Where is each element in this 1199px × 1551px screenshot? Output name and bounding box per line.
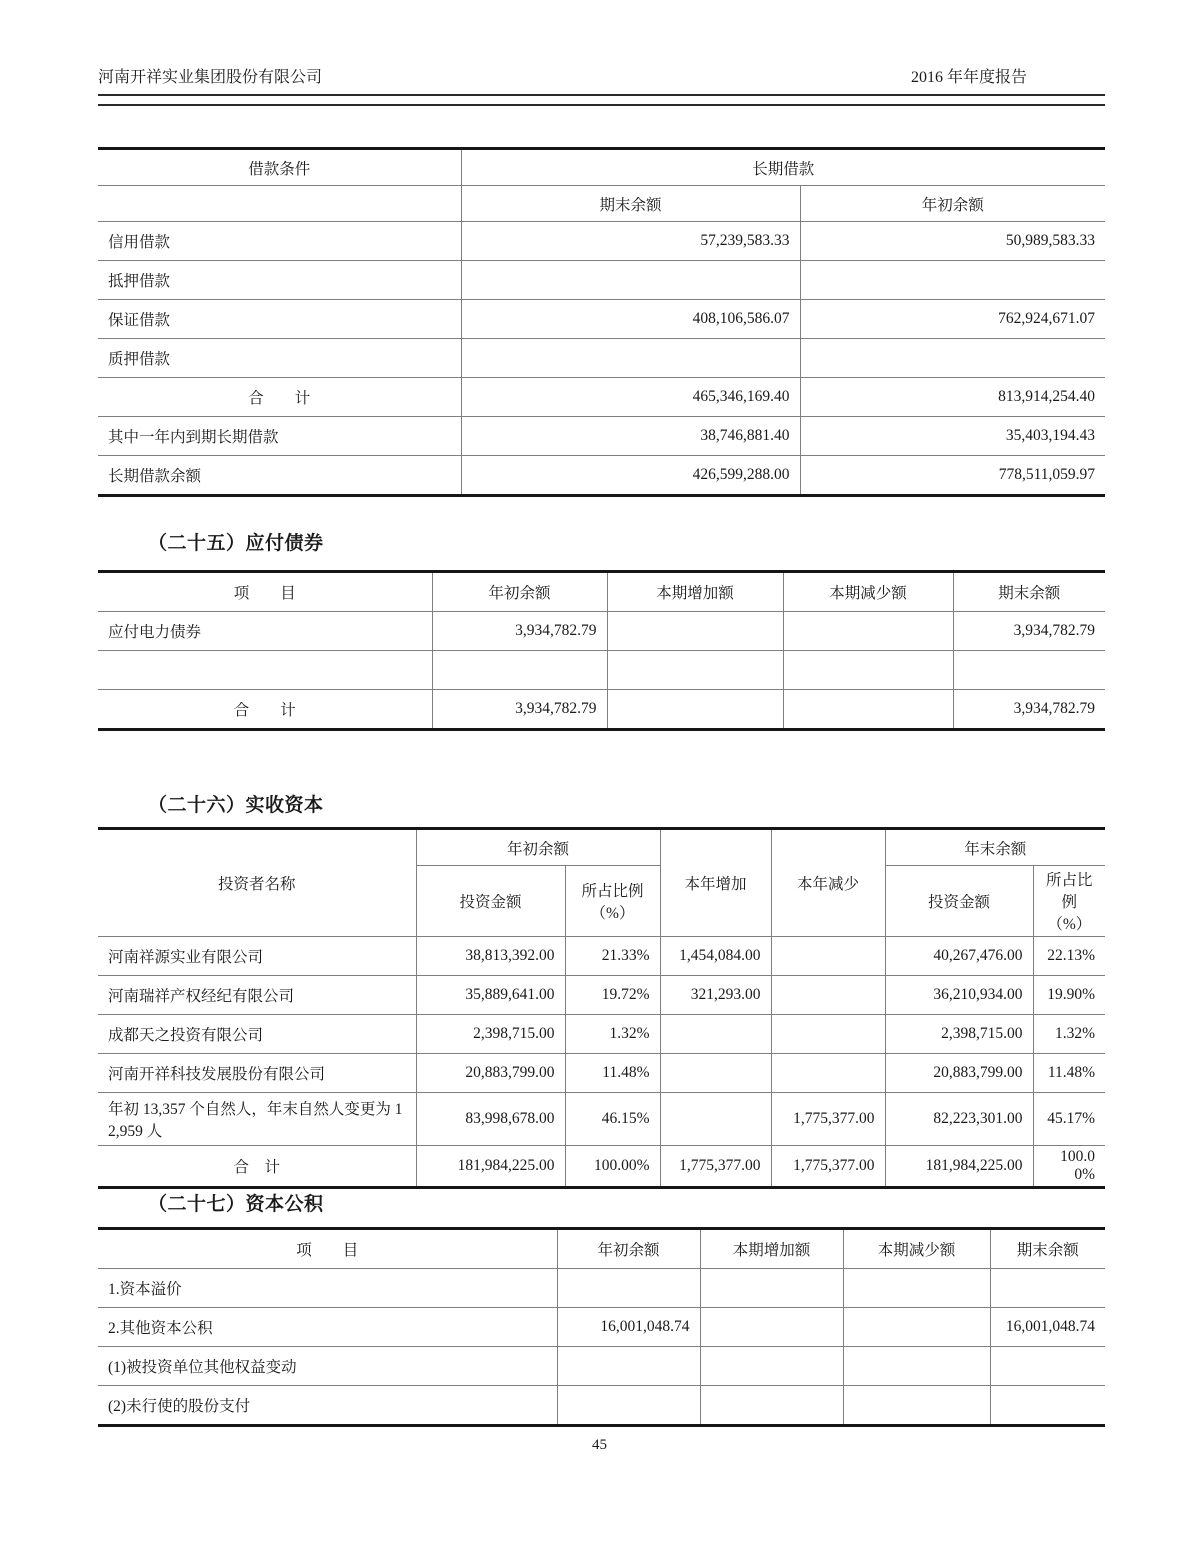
header-empty-cell xyxy=(98,186,461,222)
table-row xyxy=(98,1347,1105,1386)
opening-value xyxy=(557,1347,700,1386)
closing-value xyxy=(990,1386,1105,1426)
report-title: 2016 年年度报告 xyxy=(910,69,1027,86)
long-term-loans-table-wrap xyxy=(98,147,1105,497)
closing-value: 57,239,583.33 xyxy=(461,222,800,261)
decrease-value xyxy=(771,976,885,1015)
table-row xyxy=(98,1308,1105,1347)
decrease-value: 1,775,377.00 xyxy=(771,1093,885,1146)
decrease-value xyxy=(771,937,885,976)
row-label: 抵押借款 xyxy=(98,261,461,300)
investor-name: 河南开祥科技发展股份有限公司 xyxy=(98,1054,416,1093)
decrease-value xyxy=(843,1347,990,1386)
opening-value: 3,934,782.79 xyxy=(432,690,607,730)
header-long-term-loans: 长期借款 xyxy=(461,149,1105,186)
decrease-value xyxy=(843,1386,990,1426)
page-number: 45 xyxy=(592,1437,607,1453)
long-term-loans-table xyxy=(98,147,1105,497)
header-ratio-begin: 所占比例（%） xyxy=(565,866,660,937)
increase-value: 1,775,377.00 xyxy=(660,1146,771,1188)
row-label: (2)未行使的股份支付 xyxy=(98,1386,557,1426)
header-opening-group: 年初余额 xyxy=(416,829,660,866)
opening-value: 16,001,048.74 xyxy=(557,1308,700,1347)
opening-amount: 181,984,225.00 xyxy=(416,1146,565,1188)
header-closing-group: 年末余额 xyxy=(885,829,1105,866)
increase-value xyxy=(660,1054,771,1093)
closing-value xyxy=(990,1347,1105,1386)
capital-reserve-table-wrap xyxy=(98,1227,1105,1427)
table-row xyxy=(98,1093,1105,1146)
total-label: 合 计 xyxy=(98,1146,416,1188)
opening-ratio: 21.33% xyxy=(565,937,660,976)
closing-value: 426,599,288.00 xyxy=(461,456,800,496)
closing-value xyxy=(461,339,800,378)
closing-ratio: 22.13% xyxy=(1033,937,1105,976)
header-decrease: 本期减少额 xyxy=(843,1229,990,1269)
opening-amount: 83,998,678.00 xyxy=(416,1093,565,1146)
table-header-row xyxy=(98,149,1105,186)
header-item: 项 目 xyxy=(98,1229,557,1269)
section-heading-27: （二十七）资本公积 xyxy=(148,1194,324,1215)
row-label: 质押借款 xyxy=(98,339,461,378)
paid-in-capital-table xyxy=(98,827,1105,1189)
opening-value xyxy=(800,339,1105,378)
table-header-row xyxy=(98,829,1105,866)
closing-amount: 181,984,225.00 xyxy=(885,1146,1033,1188)
investor-name: 成都天之投资有限公司 xyxy=(98,1015,416,1054)
table-subheader-row xyxy=(98,186,1105,222)
table-row xyxy=(98,1015,1105,1054)
section-heading-26: （二十六）实收资本 xyxy=(148,795,324,816)
total-label: 合 计 xyxy=(98,378,461,417)
header-closing-balance: 期末余额 xyxy=(953,572,1105,612)
decrease-value xyxy=(771,1015,885,1054)
table-header-row xyxy=(98,1229,1105,1269)
closing-value: 465,346,169.40 xyxy=(461,378,800,417)
header-opening-balance: 年初余额 xyxy=(432,572,607,612)
closing-ratio: 100.00% xyxy=(1033,1146,1105,1188)
closing-value: 3,934,782.79 xyxy=(953,690,1105,730)
closing-value: 16,001,048.74 xyxy=(990,1308,1105,1347)
increase-value xyxy=(700,1308,843,1347)
header-ratio-end: 所占比例（%） xyxy=(1033,866,1105,937)
capital-reserve-table xyxy=(98,1227,1105,1427)
row-label: 长期借款余额 xyxy=(98,456,461,496)
opening-value: 813,914,254.40 xyxy=(800,378,1105,417)
increase-value xyxy=(607,612,783,651)
closing-value xyxy=(461,261,800,300)
closing-amount: 82,223,301.00 xyxy=(885,1093,1033,1146)
opening-value: 778,511,059.97 xyxy=(800,456,1105,496)
opening-amount: 20,883,799.00 xyxy=(416,1054,565,1093)
opening-amount: 38,813,392.00 xyxy=(416,937,565,976)
table-row xyxy=(98,612,1105,651)
closing-ratio: 11.48% xyxy=(1033,1054,1105,1093)
row-label: 保证借款 xyxy=(98,300,461,339)
closing-value xyxy=(990,1269,1105,1308)
table-row xyxy=(98,976,1105,1015)
total-label: 合 计 xyxy=(98,690,432,730)
decrease-value xyxy=(783,690,953,730)
header-decrease: 本年减少 xyxy=(771,829,885,937)
row-label: (1)被投资单位其他权益变动 xyxy=(98,1347,557,1386)
table-row xyxy=(98,456,1105,496)
header-closing-balance: 期末余额 xyxy=(990,1229,1105,1269)
opening-ratio: 1.32% xyxy=(565,1015,660,1054)
row-label: 1.资本溢价 xyxy=(98,1269,557,1308)
table-row xyxy=(98,937,1105,976)
closing-ratio: 19.90% xyxy=(1033,976,1105,1015)
opening-ratio: 46.15% xyxy=(565,1093,660,1146)
table-row xyxy=(98,261,1105,300)
closing-value: 3,934,782.79 xyxy=(953,612,1105,651)
opening-value xyxy=(557,1269,700,1308)
closing-ratio: 1.32% xyxy=(1033,1015,1105,1054)
decrease-value xyxy=(771,1054,885,1093)
total-row xyxy=(98,378,1105,417)
header-increase: 本期增加额 xyxy=(700,1229,843,1269)
header-investor: 投资者名称 xyxy=(98,829,416,937)
closing-value xyxy=(953,651,1105,690)
header-opening-balance: 年初余额 xyxy=(800,186,1105,222)
header-item: 项 目 xyxy=(98,572,432,612)
investor-name: 河南祥源实业有限公司 xyxy=(98,937,416,976)
table-row xyxy=(98,1269,1105,1308)
company-name: 河南开祥实业集团股份有限公司 xyxy=(98,69,323,86)
opening-amount: 35,889,641.00 xyxy=(416,976,565,1015)
increase-value xyxy=(700,1269,843,1308)
opening-value: 50,989,583.33 xyxy=(800,222,1105,261)
opening-value xyxy=(800,261,1105,300)
closing-value: 408,106,586.07 xyxy=(461,300,800,339)
table-row xyxy=(98,1054,1105,1093)
opening-amount: 2,398,715.00 xyxy=(416,1015,565,1054)
closing-ratio: 45.17% xyxy=(1033,1093,1105,1146)
section-heading-25: （二十五）应付债券 xyxy=(148,533,324,554)
increase-value: 1,454,084.00 xyxy=(660,937,771,976)
closing-amount: 20,883,799.00 xyxy=(885,1054,1033,1093)
header-loan-condition: 借款条件 xyxy=(98,149,461,186)
increase-value xyxy=(607,651,783,690)
header-closing-balance: 期末余额 xyxy=(461,186,800,222)
table-header-row xyxy=(98,572,1105,612)
header-opening-balance: 年初余额 xyxy=(557,1229,700,1269)
row-label: 其中一年内到期长期借款 xyxy=(98,417,461,456)
closing-amount: 36,210,934.00 xyxy=(885,976,1033,1015)
bonds-payable-table xyxy=(98,570,1105,731)
table-row xyxy=(98,300,1105,339)
opening-ratio: 19.72% xyxy=(565,976,660,1015)
opening-value: 762,924,671.07 xyxy=(800,300,1105,339)
closing-amount: 40,267,476.00 xyxy=(885,937,1033,976)
decrease-value xyxy=(783,612,953,651)
row-label: 信用借款 xyxy=(98,222,461,261)
table-row xyxy=(98,222,1105,261)
table-row xyxy=(98,651,1105,690)
decrease-value xyxy=(843,1269,990,1308)
increase-value xyxy=(700,1386,843,1426)
table-row xyxy=(98,417,1105,456)
opening-ratio: 11.48% xyxy=(565,1054,660,1093)
header-increase: 本期增加额 xyxy=(607,572,783,612)
increase-value: 321,293.00 xyxy=(660,976,771,1015)
opening-value: 3,934,782.79 xyxy=(432,612,607,651)
table-row xyxy=(98,1386,1105,1426)
increase-value xyxy=(607,690,783,730)
decrease-value: 1,775,377.00 xyxy=(771,1146,885,1188)
investor-name: 年初 13,357 个自然人，年末自然人变更为 12,959 人 xyxy=(98,1093,416,1146)
header-increase: 本年增加 xyxy=(660,829,771,937)
page-header xyxy=(98,68,1105,96)
increase-value xyxy=(660,1015,771,1054)
row-label xyxy=(98,651,432,690)
opening-value xyxy=(432,651,607,690)
header-amount-end: 投资金额 xyxy=(885,866,1033,937)
increase-value xyxy=(700,1347,843,1386)
increase-value xyxy=(660,1093,771,1146)
opening-value: 35,403,194.43 xyxy=(800,417,1105,456)
header-decrease: 本期减少额 xyxy=(783,572,953,612)
row-label: 2.其他资本公积 xyxy=(98,1308,557,1347)
total-row xyxy=(98,1146,1105,1188)
closing-value: 38,746,881.40 xyxy=(461,417,800,456)
table-row xyxy=(98,339,1105,378)
header-amount-begin: 投资金额 xyxy=(416,866,565,937)
total-row xyxy=(98,690,1105,730)
paid-in-capital-table-wrap xyxy=(98,827,1105,1189)
bonds-payable-table-wrap xyxy=(98,570,1105,731)
investor-name: 河南瑞祥产权经纪有限公司 xyxy=(98,976,416,1015)
header-rule xyxy=(98,104,1105,106)
decrease-value xyxy=(783,651,953,690)
closing-amount: 2,398,715.00 xyxy=(885,1015,1033,1054)
row-label: 应付电力债券 xyxy=(98,612,432,651)
opening-value xyxy=(557,1386,700,1426)
decrease-value xyxy=(843,1308,990,1347)
opening-ratio: 100.00% xyxy=(565,1146,660,1188)
